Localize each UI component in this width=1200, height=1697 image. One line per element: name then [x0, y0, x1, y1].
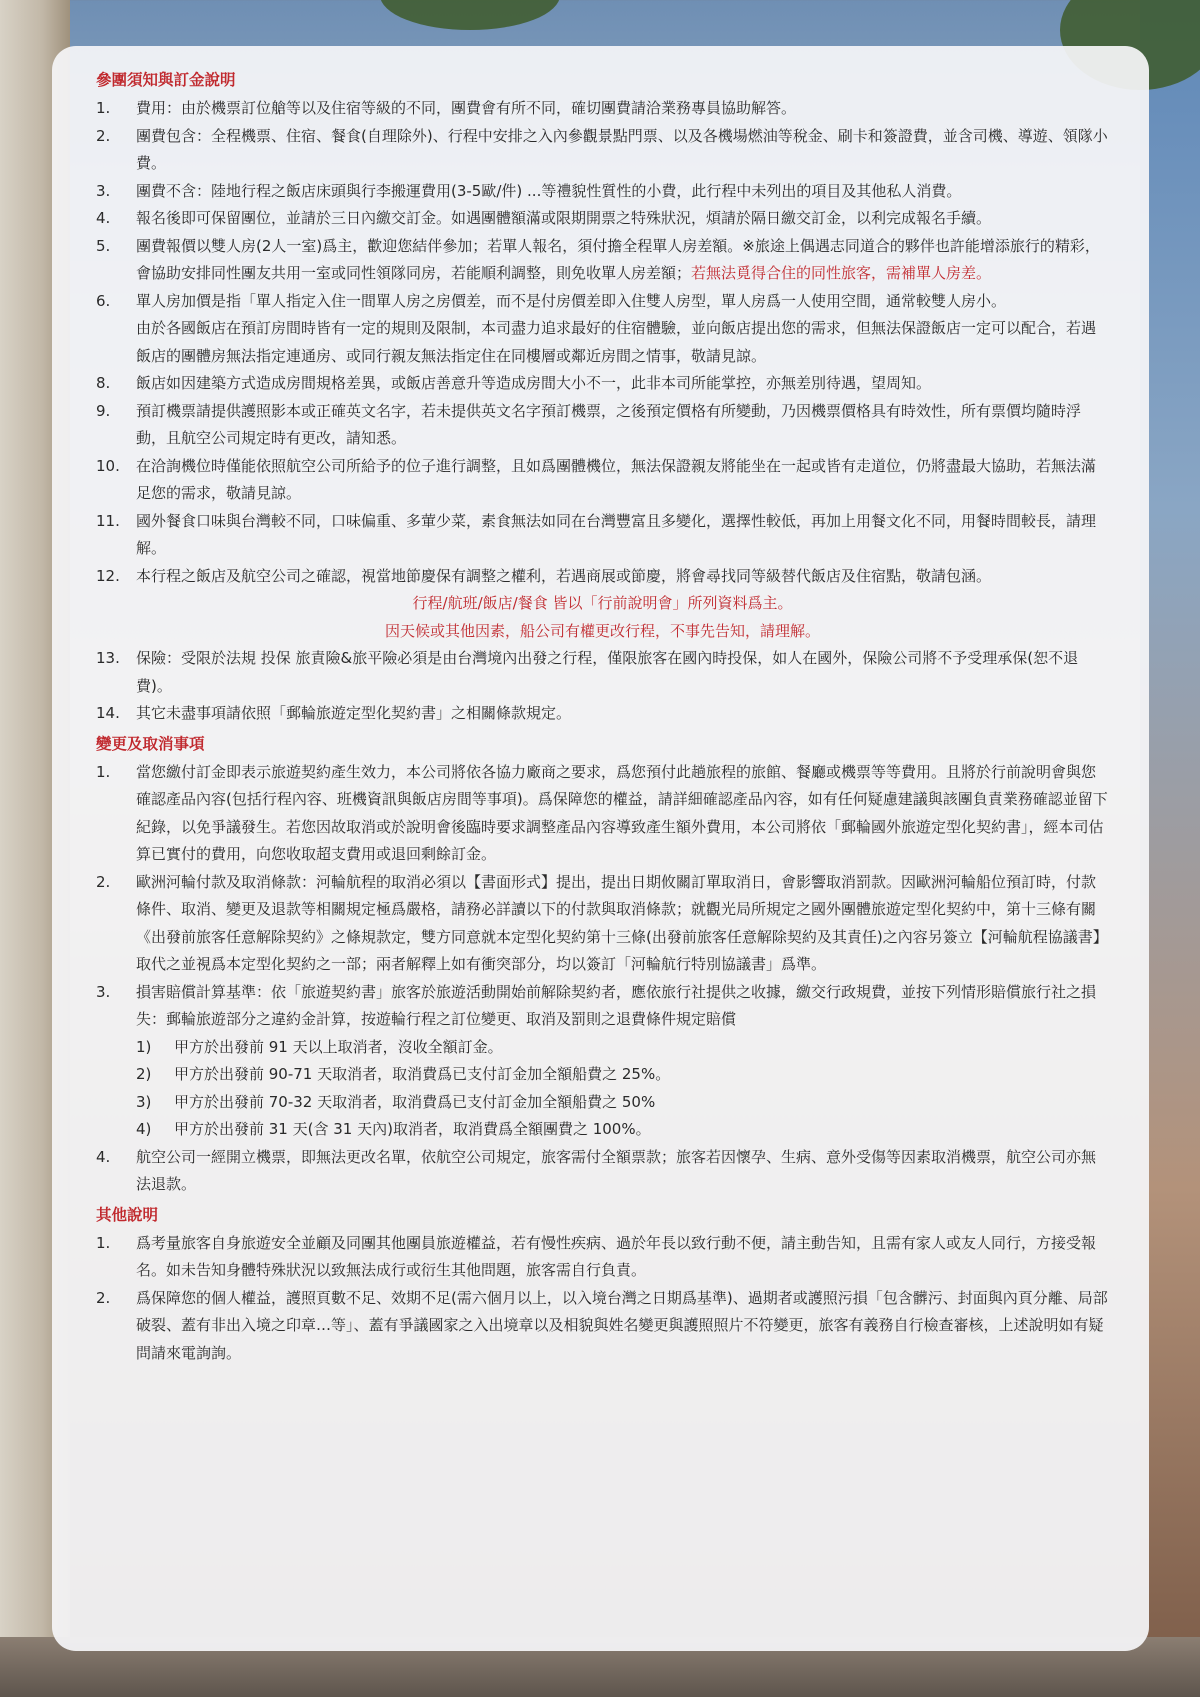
list-item: 2. 團費包含：全程機票、住宿、餐食(自理除外)、行程中安排之入內參觀景點門票、以及各機場燃油等稅金、刷卡和簽證費，並含司機、導遊、領隊小費。 [96, 126, 1108, 172]
list-item: 1. 費用：由於機票訂位艙等以及住宿等級的不同，團費會有所不同，確切團費請洽業務專員協助解答。 [96, 99, 797, 117]
itinerary-note: 行程/航班/飯店/餐食 皆以「行前說明會」所列資料爲主。 [412, 594, 793, 612]
list-item: 13. 保險：受限於法規 投保 旅責險&旅平險必須是由台灣境內出發之行程，僅限旅客在國內時投保，如人在國外，保險公司將不予受理承保(恕不退費)。 [96, 649, 1079, 695]
penalty-item: 1) 甲方於出發前 91 天以上取消者，沒收全額訂金。 [136, 1037, 503, 1056]
list-item: 1. 當您繳付訂金即表示旅遊契約產生效力，本公司將依各協力廠商之要求，爲您預付此趟旅程的旅館、餐廳或機票等等費用。且將於行前說明會與您確認產品內容(包括行程內容、班機資訊與飯店房間等事項)。爲保障您的權益，請詳細確認產品內容，如有任何疑慮建議與該團負責業務確認並留下紀錄，以免爭議發生。若您因故取消或於說明會後臨時要求調整產品內容導致產生額外費用，本公司將依「郵輪國外旅遊定型化契約書」，經本司估算已實付的費用，向您收取超支費用或退回剩餘訂金。 [96, 762, 1108, 863]
terms-panel [52, 46, 1149, 1651]
list-item: 9. 預訂機票請提供護照影本或正確英文名字，若未提供英文名字預訂機票，之後預定價格有所變動，乃因機票價格具有時效性，所有票價均隨時浮動，且航空公司規定時有更改，請知悉。 [96, 401, 1082, 447]
list-item: 4. 報名後即可保留團位，並請於三日內繳交訂金。如遇團體額滿或限期開票之特殊狀況，煩請於隔日繳交訂金，以利完成報名手續。 [96, 209, 992, 227]
list-item: 14. 其它未盡事項請依照「郵輪旅遊定型化契約書」之相關條款規定。 [96, 704, 572, 722]
background-building-right [1140, 0, 1200, 1697]
cancellation-terms-list-continued [96, 1144, 1109, 1199]
list-item: 5. 團費報價以雙人房(2人一室)爲主，歡迎您結伴參加；若單人報名，須付擔全程單人房差額。※旅途上偶遇志同道合的夥伴也許能增添旅行的精彩，會協助安排同性團友共用一室或同性領隊同房，若能順利調整，則免收單人房差額；若無法覓得合住的同性旅客，需補單人房差。 [96, 236, 1100, 282]
penalty-sublist [96, 1034, 1109, 1144]
list-item: 11. 國外餐食口味與台灣較不同，口味偏重、多葷少菜，素食無法如同在台灣豐富且多變化，選擇性較低，再加上用餐文化不同，用餐時間較長，請理解。 [96, 511, 1097, 557]
list-item: 3. 團費不含：陸地行程之飯店床頭與行李搬運費用(3-5歐/件) ...等禮貌性質性的小費，此行程中未列出的項目及其他私人消費。 [96, 181, 962, 200]
penalty-item: 3) 甲方於出發前 70-32 天取消者，取消費爲已支付訂金加全額船費之 50% [136, 1092, 656, 1111]
penalty-item: 2) 甲方於出發前 90-71 天取消者，取消費爲已支付訂金加全額船費之 25%。 [136, 1065, 671, 1083]
red-highlight-text: 若無法覓得合住的同性旅客，需補單人房差。 [691, 264, 992, 282]
booking-terms-list [96, 95, 1109, 590]
list-item: 2. 歐洲河輪付款及取消條款：河輪航程的取消必須以【書面形式】提出，提出日期攸關訂單取消日，會影響取消罰款。因歐洲河輪船位預訂時，付款條件、取消、變更及退款等相關規定極爲嚴格，請務必詳讀以下的付款與取消條款；就觀光局所規定之國外團體旅遊定型化契約中，第十三條有關《出發前旅客任意解除契約》之條規款定，雙方同意就本定型化契約第十三條(出發前旅客任意解除契約及其責任)之內容另簽立【河輪航程協議書】取代之並視爲本定型化契約之一部；兩者解釋上如有衝突部分，均以簽訂「河輪航行特別協議書」爲準。 [96, 872, 1108, 973]
section-title-booking: 參團須知與訂金說明 [96, 71, 236, 89]
weather-note: 因天候或其他因素，船公司有權更改行程，不事先告知，請理解。 [384, 621, 820, 640]
list-item: 12. 本行程之飯店及航空公司之確認，視當地節慶保有調整之權利，若遇商展或節慶，將會尋找同等級替代飯店及住宿點，敬請包涵。 [96, 566, 992, 585]
list-item: 2. 爲保障您的個人權益，護照頁數不足、效期不足(需六個月以上，以入境台灣之日期爲基準)、過期者或護照污損「包含髒污、封面與內頁分離、局部破裂、蓋有非出入境之印章…等」、蓋有爭議國家之入出境章以及相貌與姓名變更與護照照片不符變更，旅客有義務自行檢查審核，上述說明如有疑問請來電詢詢。 [96, 1288, 1108, 1362]
list-item: 3. 損害賠償計算基準：依「旅遊契約書」旅客於旅遊活動開始前解除契約者，應依旅行社提供之收據，繳交行政規費，並按下列情形賠償旅行社之損失：郵輪旅遊部分之違約金計算，按遊輪行程之訂位變更、取消及罰則之退費條件規定賠償 [96, 982, 1097, 1028]
list-item: 1. 爲考量旅客自身旅遊安全並顧及同團其他團員旅遊權益，若有慢性疾病、過於年長以致行動不便，請主動告知，且需有家人或友人同行，方接受報名。如未告知身體特殊狀況以致無法成行或衍生其他問題，旅客需自行負責。 [96, 1233, 1097, 1279]
background-tree-top [380, 0, 560, 30]
booking-terms-list-continued [96, 645, 1109, 728]
cancellation-terms-list [96, 759, 1109, 1034]
list-item: 10. 在洽詢機位時僅能依照航空公司所給予的位子進行調整，且如爲團體機位，無法保證親友將能坐在一起或皆有走道位，仍將盡最大協助，若無法滿足您的需求，敬請見諒。 [96, 456, 1097, 502]
list-item: 由於各國飯店在預訂房間時皆有一定的規則及限制，本司盡力追求最好的住宿體驗，並向飯店提出您的需求，但無法保證飯店一定可以配合，若遇飯店的團體房無法指定連通房、或同行親友無法指定住在同樓層或鄰近房間之情事，敬請見諒。 [136, 319, 1097, 365]
other-notes-list [96, 1230, 1109, 1368]
list-item: 8. 飯店如因建築方式造成房間規格差異，或飯店善意升等造成房間大小不一，此非本司所能掌控，亦無差別待遇，望周知。 [96, 374, 932, 392]
list-item: 6. 單人房加價是指「單人指定入住一間單人房之房價差，而不是付房價差即入住雙人房型，單人房爲一人使用空間，通常較雙人房小。 [96, 291, 1007, 310]
list-item: 4. 航空公司一經開立機票，即無法更改名單，依航空公司規定，旅客需付全額票款；旅客若因懷孕、生病、意外受傷等因素取消機票，航空公司亦無法退款。 [96, 1147, 1097, 1193]
section-title-other: 其他說明 [96, 1205, 159, 1224]
penalty-item: 4) 甲方於出發前 31 天(含 31 天內)取消者，取消費爲全額團費之 100%。 [136, 1120, 651, 1138]
section-title-cancellation: 變更及取消事項 [96, 734, 205, 753]
